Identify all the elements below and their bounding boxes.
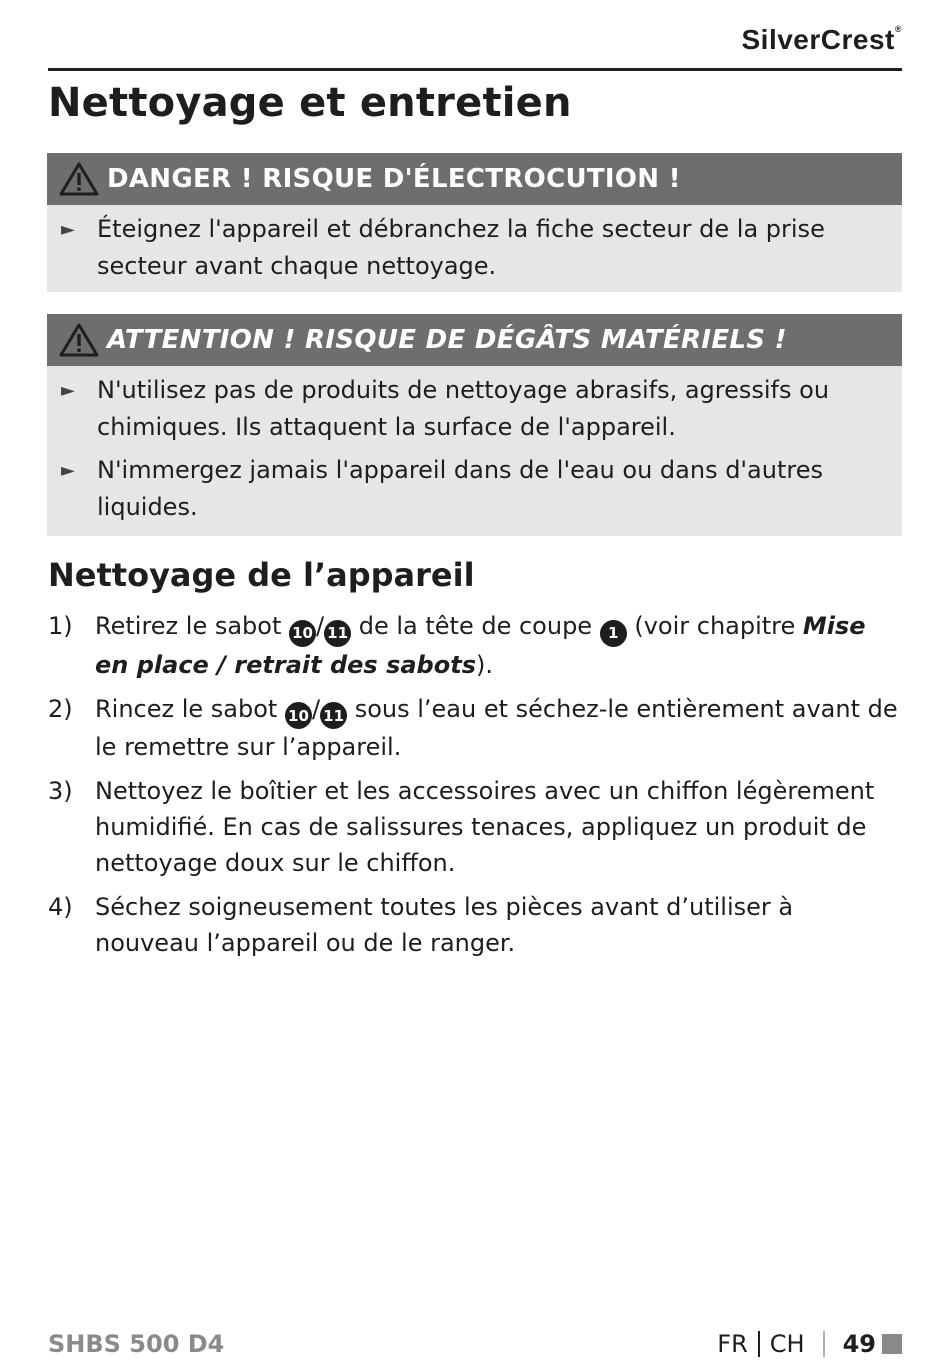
chapter-reference: Mise en place / retrait des sabots [95,612,866,679]
bullet-arrow-icon: ► [61,380,75,401]
step-item: 3) Nettoyez le boîtier et les accessoires avec un chiffon légèrement humidifié. En cas de salissures tenaces, appliquez un produit de nettoyage doux sur le chiffon. [48,777,875,877]
language-fr: FR [717,1330,748,1358]
ref-number-icon: 11 [320,702,347,729]
page-marker-square [882,1334,902,1354]
step-item: 2) Rincez le sabot 10 / 11 sous l’eau et séchez-le entièrement avant de le remettre sur l’appareil. [48,694,898,761]
page-number: 49 [842,1330,876,1358]
footer-page-info [717,1330,902,1358]
page-title: Nettoyage et entretien [48,80,572,126]
header-rule [48,68,902,71]
cleaning-steps [48,608,904,969]
ref-number-icon: 11 [324,620,351,647]
ref-number-icon: 1 [600,620,627,647]
brand-logo: SilverCrest® [741,24,902,55]
danger-box [47,153,902,292]
attention-title: ATTENTION ! RISQUE DE DÉGÂTS MATÉRIELS ! [107,325,787,355]
section-title: Nettoyage de l’appareil [48,556,475,594]
warning-triangle-icon [59,323,99,357]
step-item: 1) Retirez le sabot 10 / 11 de la tête de coupe 1 (voir chapitre Mise en place / retrait des sabots). [48,612,866,679]
warning-triangle-icon [59,162,99,196]
attention-box [47,314,902,536]
attention-header [47,314,902,366]
danger-title: DANGER ! RISQUE D'ÉLECTROCUTION ! [107,164,681,194]
danger-bullet: ► Éteignez l'appareil et débranchez la fiche secteur de la prise secteur avant chaque nettoyage. [61,211,888,285]
bullet-arrow-icon: ► [61,460,75,481]
danger-header [47,153,902,205]
language-ch: CH [769,1330,805,1358]
step-item: 4) Séchez soigneusement toutes les pièces avant d’utiliser à nouveau l’appareil ou de le ranger. [48,893,794,957]
attention-bullet: ► N'immergez jamais l'appareil dans de l'eau ou dans d'autres liquides. [61,452,888,526]
divider [823,1331,825,1357]
bullet-arrow-icon: ► [61,219,75,240]
attention-bullet: ► N'utilisez pas de produits de nettoyage abrasifs, agressifs ou chimiques. Ils attaquent la surface de l'appareil. [61,372,888,446]
model-number: SHBS 500 D4 [48,1330,225,1358]
divider [758,1331,760,1357]
ref-number-icon: 10 [289,620,316,647]
ref-number-icon: 10 [285,702,312,729]
